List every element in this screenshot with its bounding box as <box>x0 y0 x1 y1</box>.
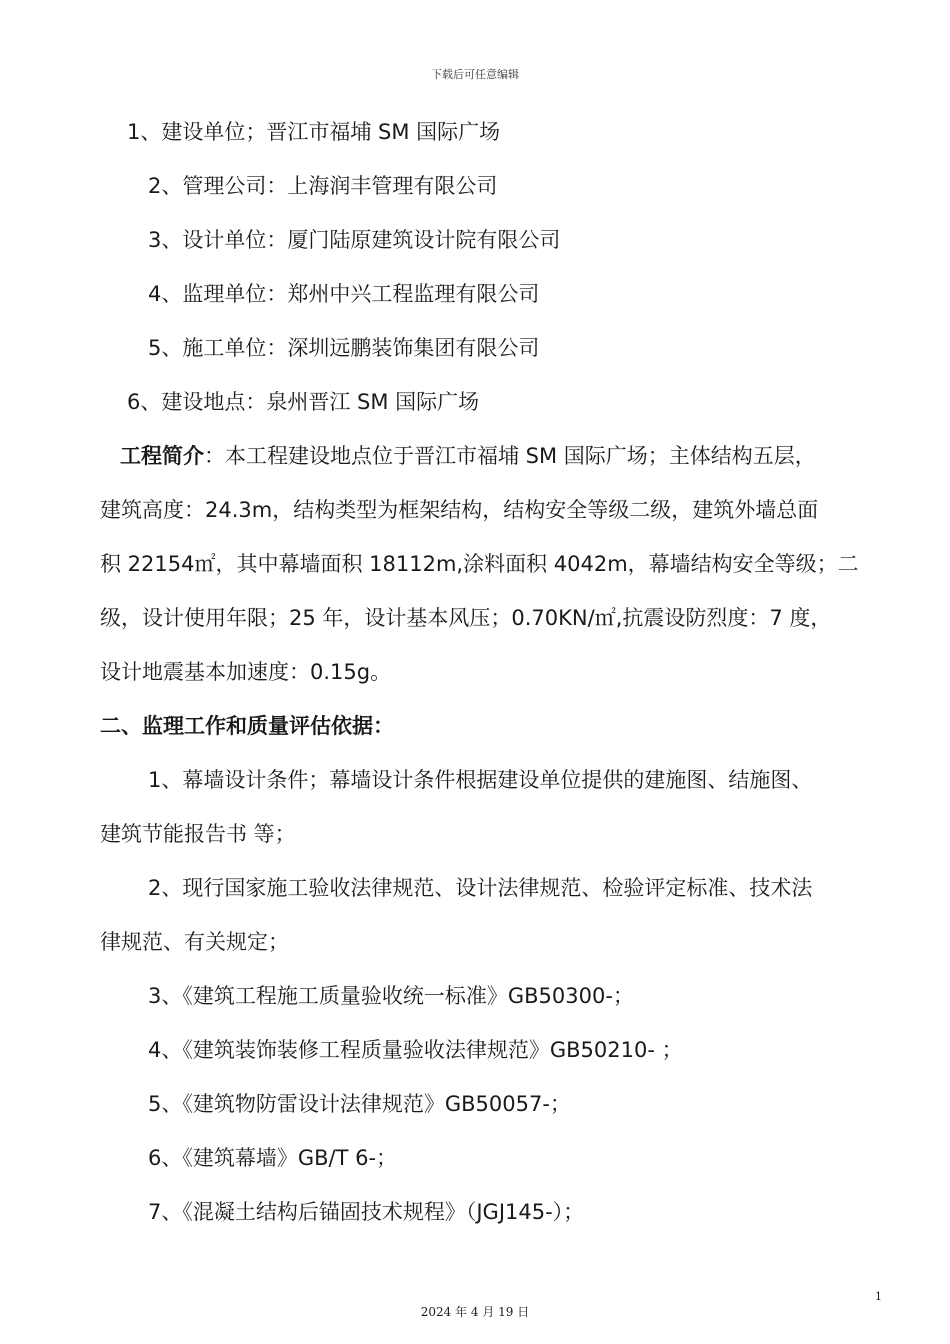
basis-item-2-line-2: 律规范、有关规定； <box>100 930 289 954</box>
basis-item-1-line-1: 1、幕墙设计条件；幕墙设计条件根据建设单位提供的建施图、结施图、 <box>148 768 813 792</box>
intro-line-5: 设计地震基本加速度：0.15g。 <box>100 660 392 684</box>
basis-item-7: 7、《混凝土结构后锚固技术规程》（JGJ145-）； <box>148 1200 585 1224</box>
basis-item-5: 5、《建筑物防雷设计法律规范》GB50057-； <box>148 1092 571 1116</box>
basis-item-3: 3、《建筑工程施工质量验收统一标准》GB50300-； <box>148 984 634 1008</box>
intro-line-3: 积 22154㎡，其中幕墙面积 18112m,涂料面积 4042m，幕墙结构安全等级；二 <box>100 552 859 576</box>
unit-line-3: 3、设计单位：厦门陆原建筑设计院有限公司 <box>148 228 561 252</box>
unit-line-5: 5、施工单位：深圳远鹏装饰集团有限公司 <box>148 336 540 360</box>
unit-line-6: 6、建设地点：泉州晋江 SM 国际广场 <box>127 390 480 414</box>
intro-line-1 <box>120 441 816 471</box>
unit-line-2: 2、管理公司：上海润丰管理有限公司 <box>148 174 498 198</box>
intro-line-2: 建筑高度：24.3m，结构类型为框架结构，结构安全等级二级，建筑外墙总面 <box>100 498 819 522</box>
basis-item-4: 4、《建筑装饰装修工程质量验收法律规范》GB50210- ； <box>148 1038 683 1062</box>
page-header: 下载后可任意编辑 <box>431 68 519 81</box>
unit-line-1: 1、建设单位；晋江市福埔 SM 国际广场 <box>127 120 501 144</box>
basis-item-6: 6、《建筑幕墙》GB/T 6-； <box>148 1146 398 1170</box>
basis-item-1-line-2: 建筑节能报告书 等； <box>100 822 296 846</box>
intro-line-4: 级，设计使用年限；25 年，设计基本风压；0.70KN/㎡,抗震设防烈度：7 度， <box>100 606 832 630</box>
page-number: 1 <box>875 1290 882 1303</box>
basis-item-2-line-1: 2、现行国家施工验收法律规范、设计法律规范、检验评定标准、技术法 <box>148 876 813 900</box>
section-2-title: 二、监理工作和质量评估依据： <box>100 714 394 738</box>
intro-label: 工程简介 <box>120 444 204 468</box>
intro-text-1: ：本工程建设地点位于晋江市福埔 SM 国际广场；主体结构五层， <box>204 444 816 468</box>
footer-date: 2024 年 4 月 19 日 <box>420 1305 530 1319</box>
unit-line-4: 4、监理单位：郑州中兴工程监理有限公司 <box>148 282 540 306</box>
